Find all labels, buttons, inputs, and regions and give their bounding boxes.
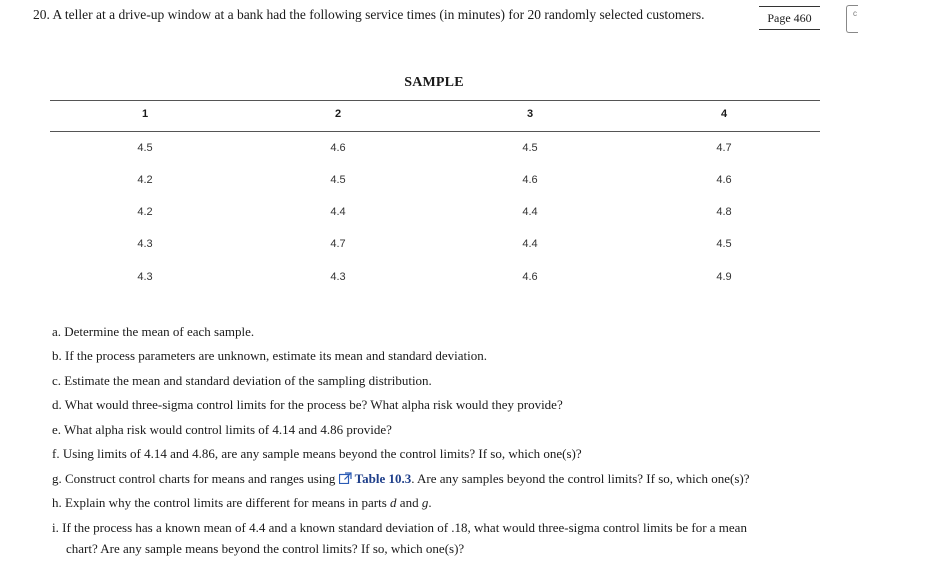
page-reference[interactable]: Page 460	[759, 6, 820, 30]
table-cell: 4.5	[137, 142, 153, 154]
table-cell: 4.6	[522, 174, 538, 186]
table-10-3-link[interactable]: Table 10.3	[354, 471, 412, 486]
question-e: e. What alpha risk would control limits of 4.14 and 4.86 provide?	[52, 422, 392, 437]
question-g	[52, 471, 750, 487]
table-cell: 4.7	[716, 142, 732, 154]
table-cell: 4.8	[716, 206, 732, 218]
table-cell: 4.9	[716, 271, 732, 283]
table-cell: 4.7	[330, 238, 346, 250]
column-header-1: 1	[141, 108, 149, 120]
table-cell: 4.6	[330, 142, 346, 154]
table-cell: 4.5	[330, 174, 346, 186]
table-cell: 4.3	[330, 271, 346, 283]
question-g-text: g. Construct control charts for means and ranges using	[52, 471, 339, 486]
table-header-rule	[50, 131, 820, 132]
table-title: SAMPLE	[404, 75, 464, 90]
question-h	[52, 495, 432, 511]
table-cell: 4.5	[716, 238, 732, 250]
table-cell: 4.3	[137, 238, 153, 250]
side-panel-tab[interactable]: c	[846, 5, 858, 33]
column-header-4: 4	[720, 108, 728, 120]
table-cell: 4.6	[716, 174, 732, 186]
table-cell: 4.6	[522, 271, 538, 283]
question-f: f. Using limits of 4.14 and 4.86, are any sample means beyond the control limits? If so, which one(s)?	[52, 446, 582, 461]
question-c: c. Estimate the mean and standard deviation of the sampling distribution.	[52, 373, 432, 388]
table-cell: 4.3	[137, 271, 153, 283]
question-g-text-end: . Are any samples beyond the control limits? If so, which one(s)?	[411, 471, 750, 486]
part-g-ref: g	[421, 495, 429, 510]
table-cell: 4.4	[330, 206, 346, 218]
table-cell: 4.2	[137, 174, 153, 186]
table-cell: 4.5	[522, 142, 538, 154]
question-i-line-2: chart? Are any sample means beyond the control limits? If so, which one(s)?	[66, 541, 465, 556]
column-header-2: 2	[334, 108, 342, 120]
question-h-text: h. Explain why the control limits are different for means in parts	[52, 495, 391, 510]
question-b: b. If the process parameters are unknown, estimate its mean and standard deviation.	[52, 348, 487, 363]
question-i-line-1: i. If the process has a known mean of 4.4 and a known standard deviation of .18, what would three-sigma control limits be for a mean	[52, 520, 747, 535]
column-header-3: 3	[526, 108, 534, 120]
question-a: a. Determine the mean of each sample.	[52, 324, 255, 339]
part-d-ref: d	[390, 495, 397, 510]
table-top-rule	[50, 100, 820, 101]
question-d: d. What would three-sigma control limits for the process be? What alpha risk would they provide?	[52, 397, 563, 412]
table-cell: 4.2	[137, 206, 153, 218]
problem-statement: 20. A teller at a drive-up window at a bank had the following service times (in minutes) for 20 randomly selected customers.	[33, 7, 705, 22]
table-cell: 4.4	[522, 206, 538, 218]
question-h-and: and	[396, 495, 422, 510]
question-h-end: .	[428, 495, 432, 510]
external-link-icon[interactable]	[339, 472, 352, 484]
table-cell: 4.4	[522, 238, 538, 250]
